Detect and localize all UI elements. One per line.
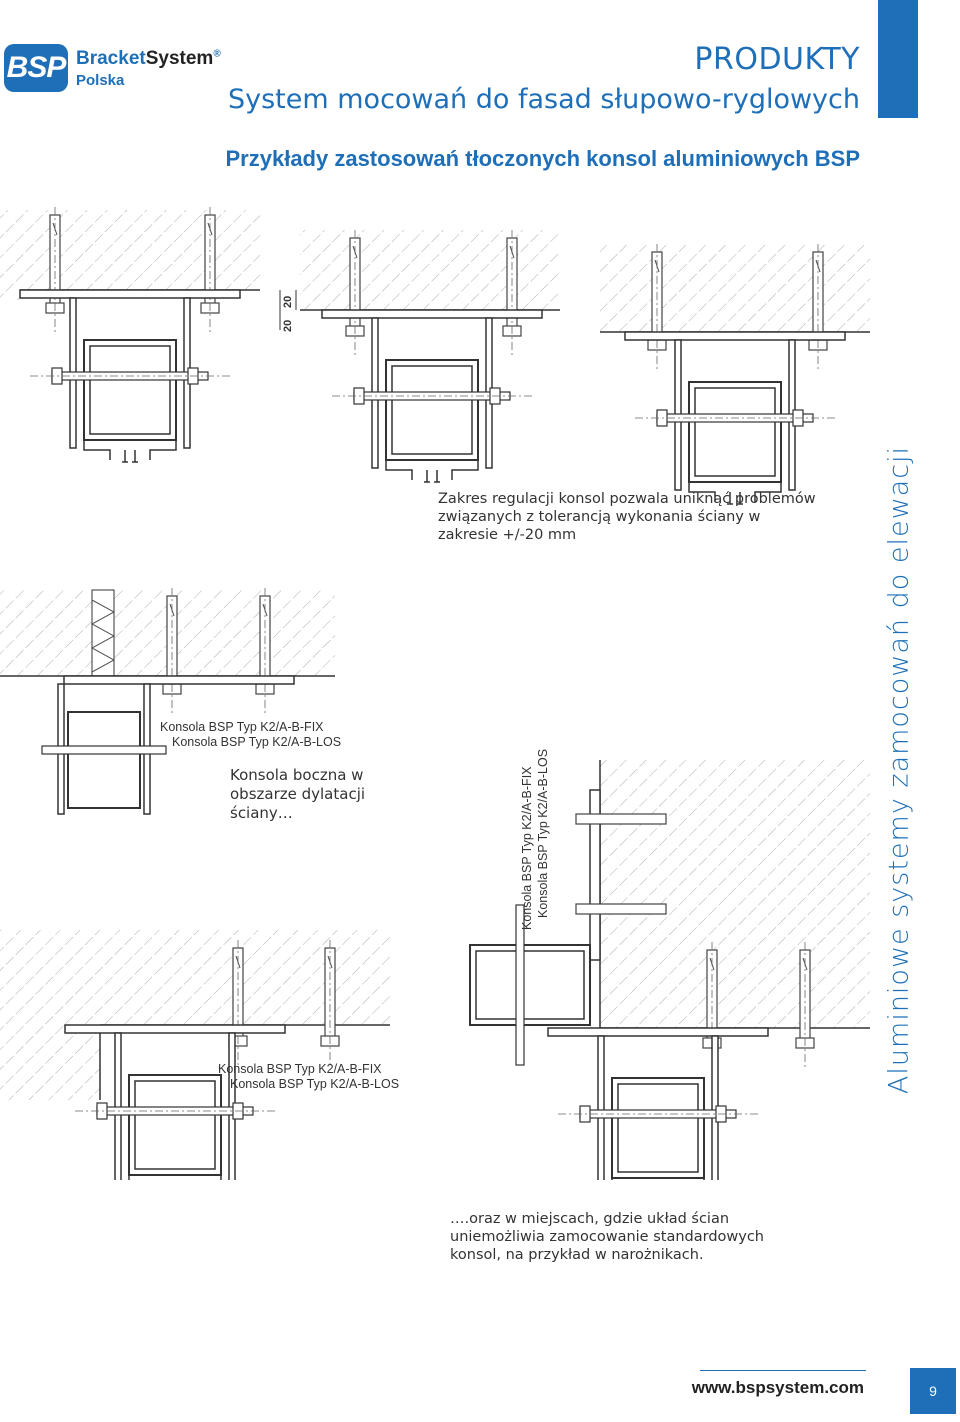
dimension-label-a: 20 [282, 319, 294, 332]
label-fix-vertical: Konsola BSP Typ K2/A-B-FIX [520, 766, 534, 930]
page-title: System mocowań do fasad słupowo-ryglowych [227, 84, 860, 115]
tolerance-note: Zakres regulacji konsol pozwala uniknąć problemów związanych z tolerancją wykonania ściany w zakresie +/-20 mm [438, 491, 816, 544]
footer-divider [700, 1370, 866, 1371]
section-title: PRODUKTY [694, 42, 860, 77]
label-los-1: Konsola BSP Typ K2/A-B-LOS [172, 735, 342, 749]
label-fix-2: Konsola BSP Typ K2/A-B-FIX [218, 1062, 382, 1076]
side-tab-block [878, 0, 918, 118]
side-tab-label: Aluminiowe systemy zamocowań do elewacji [883, 445, 915, 1095]
page-subtitle: Przykłady zastosowań tłoczonych konsol aluminiowych BSP [225, 146, 860, 171]
detail-2 [300, 230, 560, 482]
detail-6 [0, 930, 390, 1180]
detail-1 [0, 207, 260, 462]
label-los-vertical: Konsola BSP Typ K2/A-B-LOS [536, 748, 550, 918]
page-number: 9 [910, 1368, 956, 1414]
brand-name-part2: System [145, 48, 214, 69]
label-fix-1: Konsola BSP Typ K2/A-B-FIX [160, 720, 324, 734]
label-los-2: Konsola BSP Typ K2/A-B-LOS [230, 1077, 400, 1091]
registered-mark: ® [213, 48, 221, 60]
side-bracket-note: Konsola boczna w obszarze dylatacji ściany… [230, 766, 366, 822]
footer-url: www.bspsystem.com [691, 1378, 864, 1397]
detail-3 [600, 244, 870, 504]
corner-note: ….oraz w miejscach, gdzie układ ścian uniemożliwia zamocowanie standardowych konsol, na przykład w narożnikach. [450, 1211, 764, 1264]
brand-name-part1: Bracket [76, 48, 146, 69]
brand-country: Polska [76, 72, 125, 89]
dimension-label-b: 20 [282, 295, 294, 308]
logo-mark: BSP [4, 44, 68, 92]
